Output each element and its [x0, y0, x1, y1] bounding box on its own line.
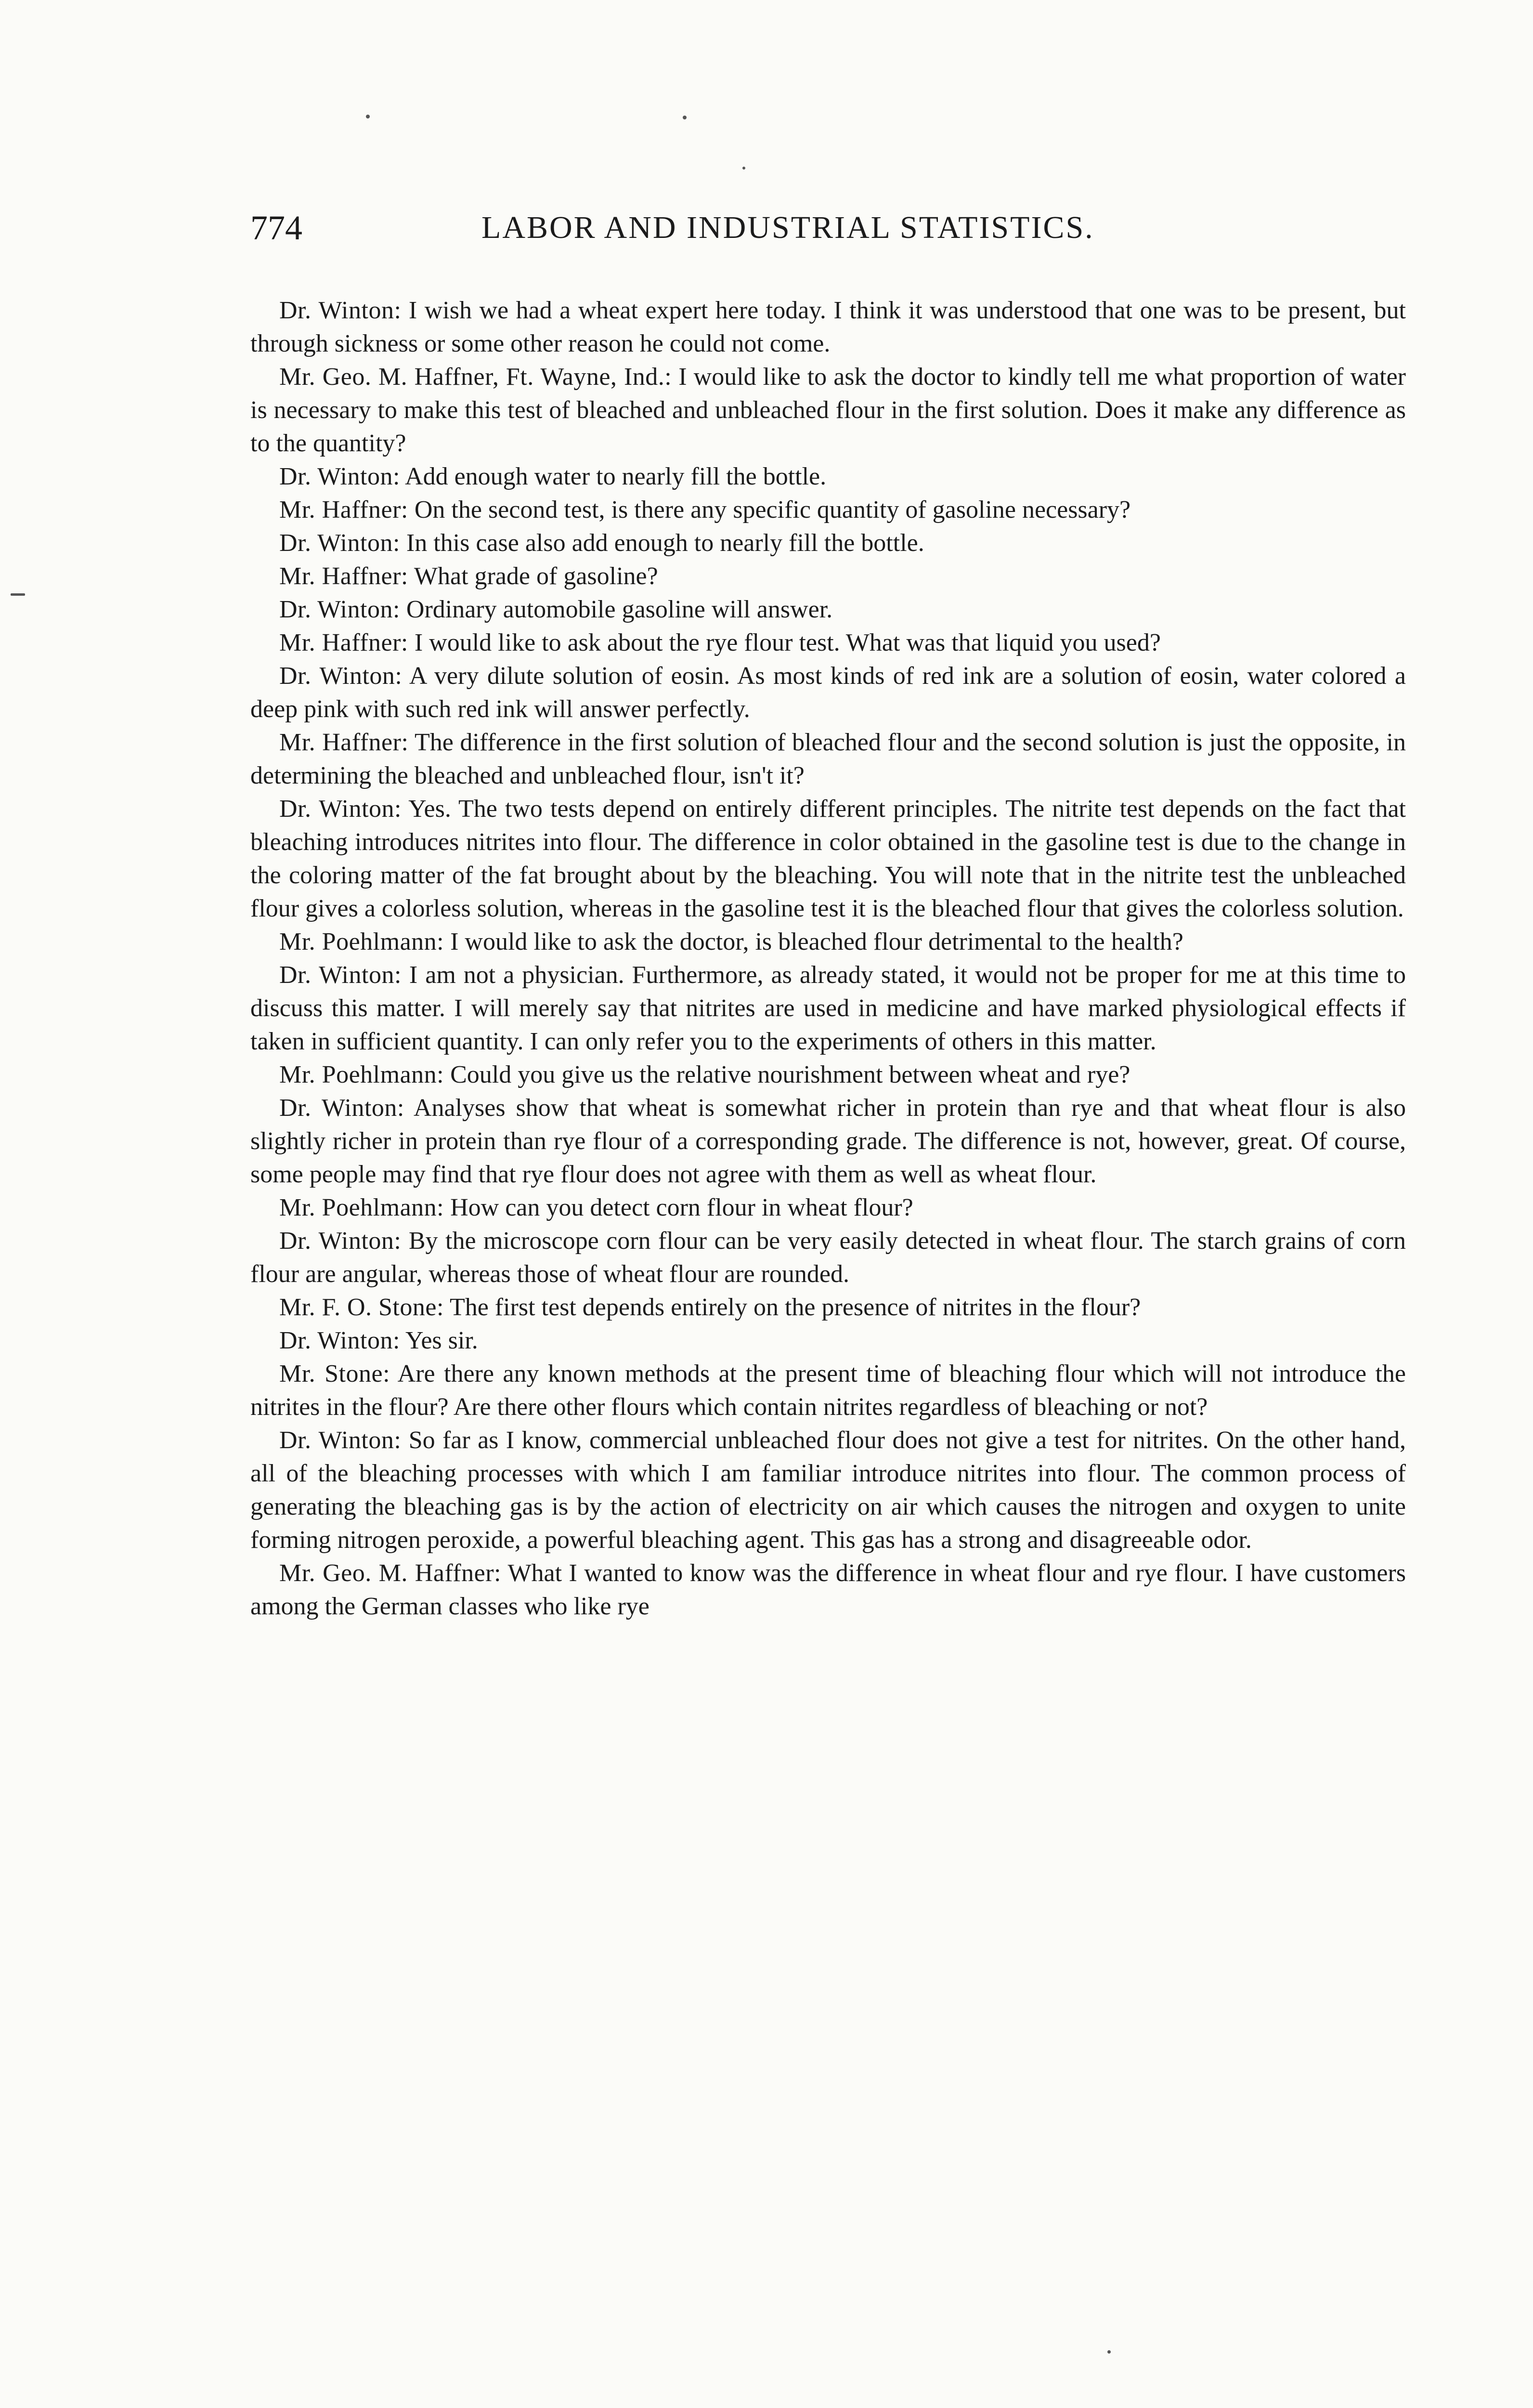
dialogue-paragraph — [250, 1324, 1406, 1357]
speaker-name: Mr. Geo. M. Haffner, Ft. Wayne, Ind.: — [279, 363, 672, 391]
scan-speck — [1107, 2350, 1111, 2354]
speaker-name: Mr. Stone: — [279, 1360, 390, 1387]
paragraph-text: I would like to ask about the rye flour test. What was that liquid you used? — [414, 629, 1161, 656]
dialogue-paragraph — [250, 360, 1406, 460]
dialogue-paragraph — [250, 1291, 1406, 1324]
paragraph-text: In this case also add enough to nearly fill the bottle. — [406, 529, 924, 557]
dialogue-paragraph — [250, 1424, 1406, 1557]
page-header — [250, 201, 1194, 254]
dialogue-paragraph — [250, 560, 1406, 593]
page-number: 774 — [250, 209, 302, 247]
dialogue-paragraph — [250, 1557, 1406, 1623]
speaker-name: Mr. Haffner: — [279, 629, 408, 656]
speaker-name: Mr. Haffner: — [279, 729, 409, 756]
paragraph-text: How can you detect corn flour in wheat flour? — [450, 1194, 913, 1221]
dialogue-paragraph — [250, 1191, 1406, 1224]
paragraph-text: The first test depends entirely on the presence of nitrites in the flour? — [449, 1294, 1141, 1321]
paragraph-text: Yes sir. — [405, 1327, 478, 1354]
speaker-name: Dr. Winton: — [279, 1094, 404, 1122]
speaker-name: Dr. Winton: — [279, 1426, 402, 1454]
scan-speck — [11, 593, 25, 596]
speaker-name: Dr. Winton: — [279, 662, 403, 690]
scan-speck — [742, 167, 745, 170]
paragraph-text: Could you give us the relative nourishment between wheat and rye? — [450, 1061, 1130, 1088]
speaker-name: Mr. F. O. Stone: — [279, 1294, 444, 1321]
speaker-name: Mr. Geo. M. Haffner: — [279, 1559, 501, 1587]
paragraph-text: A very dilute solution of eosin. As most kinds of red ink are a solution of eosin, water colored a deep pink with such red ink will answer perfectly. — [250, 662, 1406, 723]
dialogue-paragraph — [250, 1224, 1406, 1291]
scan-speck — [683, 116, 687, 119]
scan-speck — [366, 115, 370, 118]
paragraph-text: Ordinary automobile gasoline will answer. — [406, 596, 833, 623]
speaker-name: Mr. Poehlmann: — [279, 1194, 444, 1221]
paragraph-text: On the second test, is there any specific quantity of gasoline necessary? — [414, 496, 1131, 523]
paragraph-text: By the microscope corn flour can be very easily detected in wheat flour. The starch grains of corn flour are angular, whereas those of wheat flour are rounded. — [250, 1227, 1406, 1288]
dialogue-paragraph — [250, 1357, 1406, 1424]
dialogue-paragraph — [250, 659, 1406, 726]
paragraph-text: The difference in the first solution of bleached flour and the second solution is just the opposite, in determining the bleached and unbleached flour, isn't it? — [250, 729, 1406, 789]
body-text — [250, 294, 1406, 1623]
speaker-name: Mr. Poehlmann: — [279, 1061, 444, 1088]
paragraph-text: Are there any known methods at the present time of bleaching flour which will not introduce the nitrites in the flour? Are there other flours which contain nitrites regardless of bleaching or not? — [250, 1360, 1406, 1421]
speaker-name: Dr. Winton: — [279, 529, 400, 557]
dialogue-paragraph — [250, 1091, 1406, 1191]
running-title: LABOR AND INDUSTRIAL STATISTICS. — [481, 210, 1094, 245]
speaker-name: Dr. Winton: — [279, 1327, 400, 1354]
paragraph-text: Yes. The two tests depend on entirely different principles. The nitrite test depends on the fact that bleaching introduces nitrites into flour. The difference in color obtained in the gasoline test is due to the change in the coloring matter of the fat brought about by the bleaching. You will note that in the nitrite test the unbleached flour gives a colorless solution, whereas in the gasoline test it is the bleached flour that gives the colorless solution. — [250, 795, 1406, 922]
dialogue-paragraph — [250, 460, 1406, 493]
speaker-name: Mr. Haffner: — [279, 563, 408, 590]
dialogue-paragraph — [250, 958, 1406, 1058]
paragraph-text: Analyses show that wheat is somewhat richer in protein than rye and that wheat flour is also slightly richer in protein than rye flour of a corresponding grade. The difference is not, however, great. Of course, some people may find that rye flour does not agree with them as well as wheat flour. — [250, 1094, 1406, 1188]
speaker-name: Dr. Winton: — [279, 795, 402, 823]
dialogue-paragraph — [250, 726, 1406, 792]
dialogue-paragraph — [250, 493, 1406, 526]
speaker-name: Dr. Winton: — [279, 596, 400, 623]
dialogue-paragraph — [250, 593, 1406, 626]
speaker-name: Dr. Winton: — [279, 961, 402, 989]
paragraph-text: I wish we had a wheat expert here today. I think it was understood that one was to be present, but through sickness or some other reason he could not come. — [250, 297, 1406, 357]
dialogue-paragraph — [250, 925, 1406, 958]
speaker-name: Dr. Winton: — [279, 463, 400, 490]
speaker-name: Dr. Winton: — [279, 297, 402, 324]
paragraph-text: I would like to ask the doctor, is bleached flour detrimental to the health? — [450, 928, 1183, 955]
paragraph-text: What grade of gasoline? — [414, 563, 658, 590]
paragraph-text: Add enough water to nearly fill the bottle. — [405, 463, 827, 490]
dialogue-paragraph — [250, 526, 1406, 560]
dialogue-paragraph — [250, 1058, 1406, 1091]
paragraph-text: I am not a physician. Furthermore, as already stated, it would not be proper for me at this time to discuss this matter. I will merely say that nitrites are used in medicine and have marked physiological effects if taken in sufficient quantity. I can only refer you to the experiments of others in this matter. — [250, 961, 1406, 1055]
paragraph-text: What I wanted to know was the difference in wheat flour and rye flour. I have customers among the German classes who like rye — [250, 1559, 1406, 1620]
dialogue-paragraph — [250, 294, 1406, 360]
speaker-name: Mr. Poehlmann: — [279, 928, 444, 955]
dialogue-paragraph — [250, 792, 1406, 925]
paragraph-text: I would like to ask the doctor to kindly tell me what proportion of water is necessary to make this test of bleached and unbleached flour in the first solution. Does it make any difference as to the quantity? — [250, 363, 1406, 457]
speaker-name: Mr. Haffner: — [279, 496, 408, 523]
dialogue-paragraph — [250, 626, 1406, 659]
paragraph-text: So far as I know, commercial unbleached flour does not give a test for nitrites. On the other hand, all of the bleaching processes with which I am familiar introduce nitrites into flour. The common process of generating the bleaching gas is by the action of electricity on air which causes the nitrogen and oxygen to unite forming nitrogen peroxide, a powerful bleaching agent. This gas has a strong and disagreeable odor. — [250, 1426, 1406, 1554]
speaker-name: Dr. Winton: — [279, 1227, 402, 1255]
